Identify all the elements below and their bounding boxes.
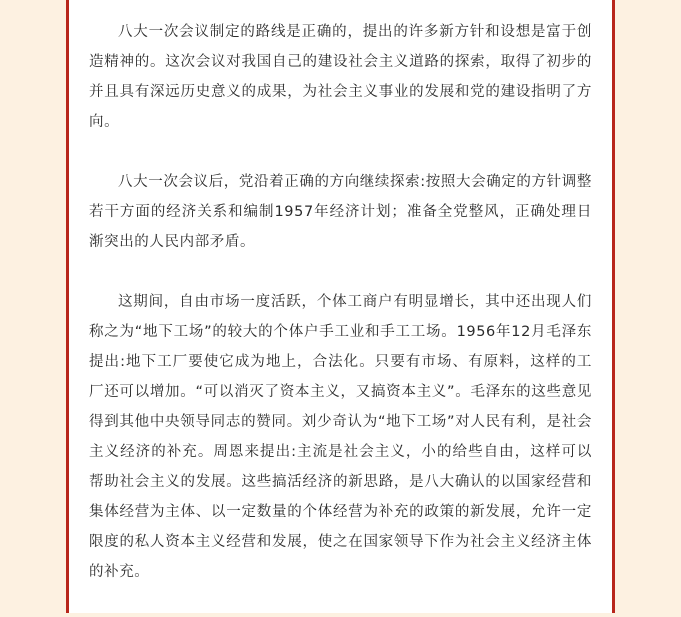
paragraph-3: 这期间，自由市场一度活跃，个体工商户有明显增长，其中还出现人们称之为“地下工场”的较大的个体户手工业和手工工场。1956年12月毛泽东提出:地下工厂要使它成为地上，合法化。只要有市场、有原料，这样的工厂还可以增加。“可以消灭了资本主义，又搞资本主义”。毛泽东的这些意见得到其他中央领导同志的赞同。刘少奇认为“地下工场”对人民有利，是社会主义经济的补充。周恩来提出:主流是社会主义，小的给些自由，这样可以帮助社会主义的发展。这些搞活经济的新思路，是八大确认的以国家经营和集体经营为主体、以一定数量的个体经营为补充的政策的新发展，允许一定限度的私人资本主义经营和发展，使之在国家领导下作为社会主义经济主体的补充。 bbox=[89, 294, 592, 580]
article-body bbox=[89, 17, 592, 617]
paragraph-2: 八大一次会议后，党沿着正确的方向继续探索:按照大会确定的方针调整若干方面的经济关系和编制1957年经济计划；准备全党整风，正确处理日渐突出的人民内部矛盾。 bbox=[89, 174, 592, 250]
paragraph-1: 八大一次会议制定的路线是正确的，提出的许多新方针和设想是富于创造精神的。这次会议对我国自己的建设社会主义道路的探索，取得了初步的并且具有深远历史意义的成果，为社会主义事业的发展和党的建设指明了方向。 bbox=[89, 24, 592, 130]
article-card bbox=[66, 0, 615, 613]
page-margin-right bbox=[615, 0, 681, 613]
page-margin-left bbox=[0, 0, 66, 613]
